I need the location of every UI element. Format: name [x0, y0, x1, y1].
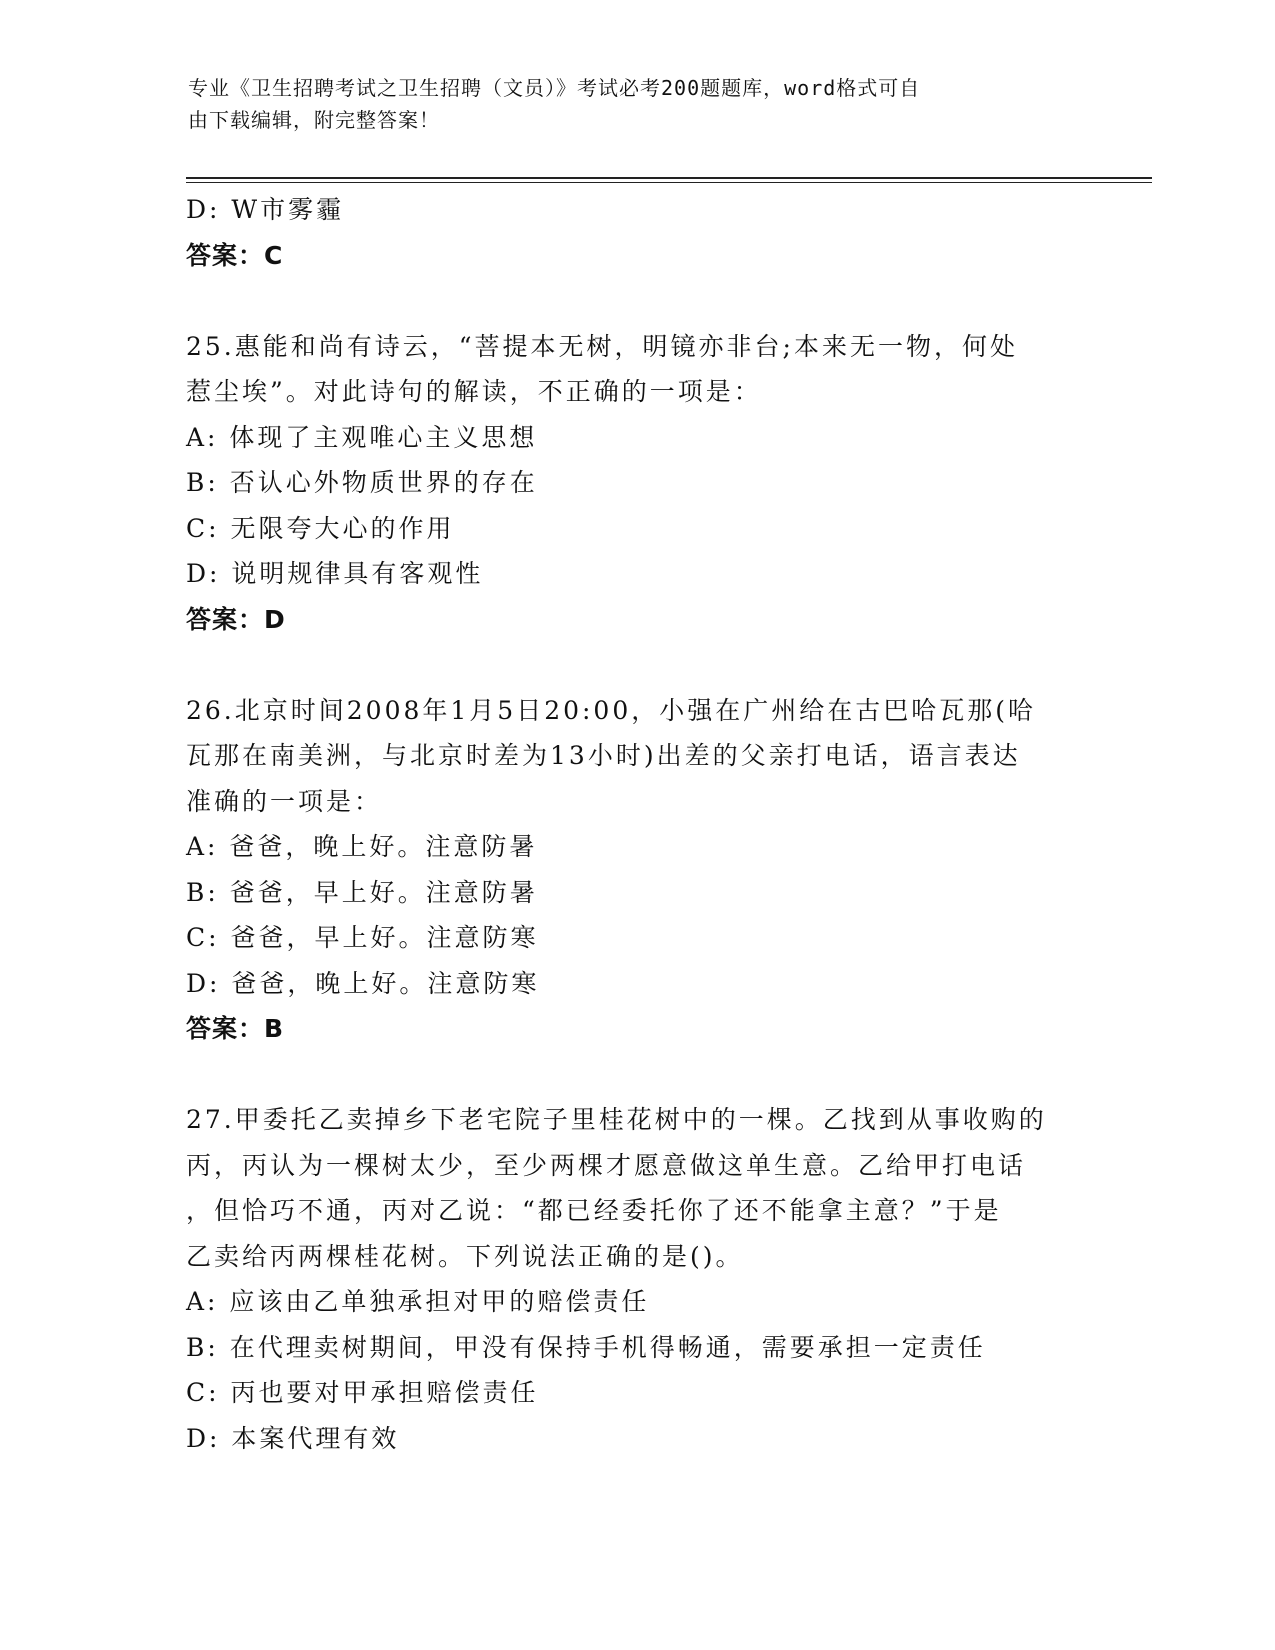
question-stem-line: 瓦那在南美洲，与北京时差为13小时)出差的父亲打电话，语言表达 — [186, 741, 1021, 770]
option-b: B: 在代理卖树期间，甲没有保持手机得畅通，需要承担一定责任 — [186, 1332, 986, 1362]
option-d: D: 爸爸，晚上好。注意防寒 — [186, 968, 540, 998]
question-stem-line: 乙卖给丙两棵桂花树。下列说法正确的是()。 — [186, 1241, 744, 1271]
question-stem-line: ，但恰巧不通，丙对乙说：“都已经委托你了还不能拿主意？”于是 — [186, 1196, 1002, 1225]
question-stem-line: 27.甲委托乙卖掉乡下老宅院子里桂花树中的一棵。乙找到从事收购的 — [186, 1105, 1047, 1134]
question-27 — [186, 1097, 1086, 1461]
option-b: B: 否认心外物质世界的存在 — [186, 468, 538, 497]
option-a: A: 应该由乙单独承担对甲的赔偿责任 — [186, 1287, 650, 1316]
question-25 — [186, 324, 1086, 643]
document-body — [186, 187, 1086, 1461]
option-d: D: 说明规律具有客观性 — [186, 559, 484, 588]
option-b: B: 爸爸，早上好。注意防暑 — [186, 877, 538, 907]
question-stem-line: 25.惠能和尚有诗云，“菩提本无树，明镜亦非台;本来无一物，何处 — [186, 331, 1018, 361]
option-d: D: W市雾霾 — [186, 195, 345, 224]
question-stem-line: 26.北京时间2008年1月5日20:00，小强在广州给在古巴哈瓦那(哈 — [186, 695, 1036, 725]
question-stem-line: 准确的一项是： — [186, 786, 383, 816]
answer-line: 答案：C — [186, 240, 284, 270]
spacer — [186, 278, 1086, 324]
header-divider-thick — [186, 177, 1152, 179]
spacer — [186, 642, 1086, 688]
answer-line: 答案：D — [186, 604, 286, 634]
question-26 — [186, 688, 1086, 1052]
option-d: D: 本案代理有效 — [186, 1423, 400, 1453]
header-line-1: 专业《卫生招聘考试之卫生招聘（文员）》考试必考200题题库，word格式可自 — [188, 76, 921, 100]
option-a: A: 爸爸，晚上好。注意防暑 — [186, 832, 538, 861]
document-header — [188, 72, 1068, 136]
option-c: C: 爸爸，早上好。注意防寒 — [186, 923, 539, 952]
answer-line: 答案：B — [186, 1014, 285, 1043]
option-c: C: 丙也要对甲承担赔偿责任 — [186, 1378, 539, 1407]
question-stem-line: 惹尘埃”。对此诗句的解读，不正确的一项是： — [186, 377, 762, 406]
header-divider-thin — [186, 182, 1152, 183]
option-a: A: 体现了主观唯心主义思想 — [186, 422, 538, 452]
option-c: C: 无限夸大心的作用 — [186, 513, 455, 543]
spacer — [186, 1052, 1086, 1098]
question-stem-line: 丙，丙认为一棵树太少，至少两棵才愿意做这单生意。乙给甲打电话 — [186, 1150, 1027, 1180]
header-line-2: 由下载编辑，附完整答案！ — [188, 108, 440, 132]
